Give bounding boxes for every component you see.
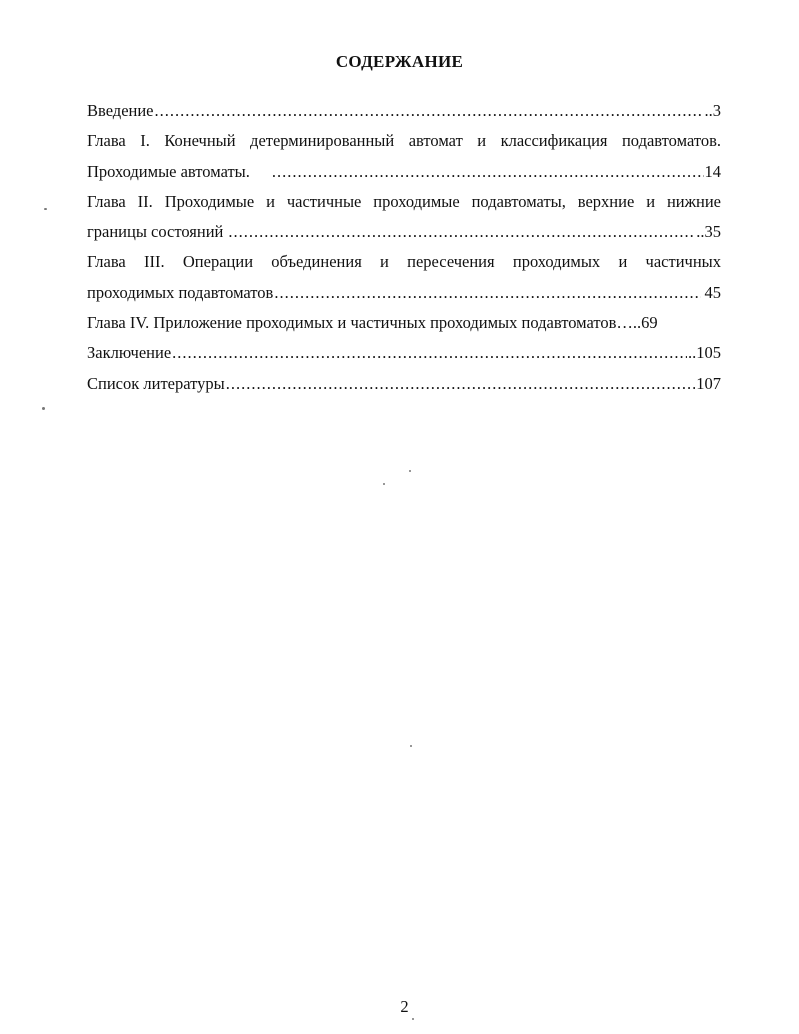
dot-leader bbox=[155, 96, 704, 126]
toc-entry-chapter-3 bbox=[87, 278, 721, 308]
toc-entry-chapter-4 bbox=[87, 308, 721, 338]
scan-speck bbox=[409, 470, 411, 472]
dot-leader bbox=[272, 157, 704, 187]
toc-entry-introduction bbox=[87, 96, 721, 126]
dot-leader bbox=[274, 278, 700, 308]
dot-leader bbox=[172, 338, 687, 368]
toc-entry-label: Заключение bbox=[87, 343, 172, 363]
toc-entry-chapter-1 bbox=[87, 157, 721, 187]
scan-speck bbox=[42, 407, 45, 410]
dot-leader bbox=[226, 369, 696, 399]
toc-entry-label: Список литературы bbox=[87, 373, 225, 393]
toc-entry-label: проходимых подавтоматов bbox=[87, 282, 274, 302]
page-number: 2 bbox=[400, 997, 409, 1016]
scan-speck bbox=[412, 1018, 414, 1020]
toc-page-number: 14 bbox=[704, 161, 721, 181]
toc-entry-conclusion bbox=[87, 338, 721, 368]
toc-page-number: 107 bbox=[696, 373, 721, 393]
toc-entry-label: Введение bbox=[87, 101, 154, 120]
toc-entry-label: границы состояний bbox=[87, 222, 224, 242]
toc-entry-chapter-2-title: Глава II. Проходимые и частичные проходимые подавтоматы, верхние и нижние bbox=[87, 191, 721, 211]
scan-speck bbox=[383, 483, 385, 485]
scan-speck bbox=[44, 208, 47, 210]
toc-entry-chapter-3-title: Глава III. Операции объединения и пересечения проходимых и частичных bbox=[87, 252, 721, 272]
toc-page-number: ..105 bbox=[688, 343, 721, 363]
table-of-contents bbox=[87, 96, 721, 399]
toc-page-number: ..35 bbox=[696, 222, 721, 242]
toc-entry-references bbox=[87, 369, 721, 399]
scan-speck bbox=[410, 745, 412, 747]
page-title: СОДЕРЖАНИЕ bbox=[335, 52, 464, 71]
toc-entry-label: Проходимые автоматы. bbox=[87, 161, 250, 181]
toc-page-number: ..3 bbox=[704, 101, 721, 120]
toc-page-number: 45 bbox=[704, 282, 721, 302]
toc-entry-label: Глава IV. Приложение проходимых и частичных проходимых подавтоматов bbox=[87, 313, 617, 333]
toc-entry-chapter-1-title: Глава I. Конечный детерминированный автомат и классификация подавтоматов. bbox=[87, 131, 721, 151]
dot-leader bbox=[228, 217, 695, 247]
toc-page-number: …..69 bbox=[616, 313, 658, 333]
toc-entry-chapter-2 bbox=[87, 217, 721, 247]
